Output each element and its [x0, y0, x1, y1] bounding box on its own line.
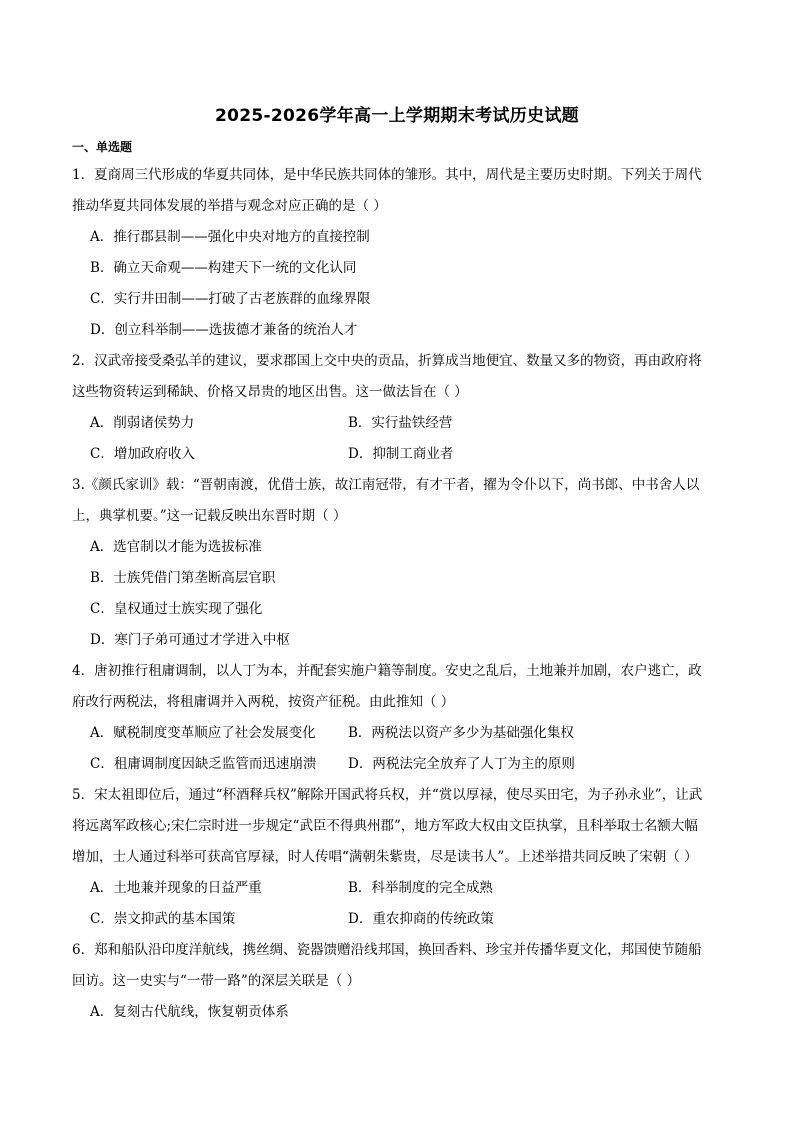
stem-line: 6．郑和船队沿印度洋航线，携丝绸、瓷器馈赠沿线邦国，换回香料、珍宝并传播华夏文化，邦国使节随船	[72, 942, 702, 958]
question-2-stem	[72, 346, 724, 408]
option-c: C．增加政府收入	[90, 446, 195, 462]
question-3-stem	[72, 470, 724, 532]
option-d: D．创立科举制——选拔德才兼备的统治人才	[90, 322, 358, 338]
option-b: B．确立天命观——构建天下一统的文化认同	[90, 260, 357, 276]
questions-container	[72, 160, 724, 1028]
options-grid	[72, 718, 724, 780]
option-b: B．实行盐铁经营	[348, 415, 453, 431]
options-grid	[72, 873, 724, 935]
question-5-stem	[72, 780, 724, 873]
question-6-stem	[72, 935, 724, 997]
option-c: C．实行井田制——打破了古老族群的血缘界限	[90, 291, 371, 307]
options-grid	[72, 408, 724, 470]
stem-line: 1．夏商周三代形成的华夏共同体，是中华民族共同体的雏形。其中，周代是主要历史时期。下列关于周代	[72, 167, 702, 183]
stem-line: 上，典掌机要。”这一记载反映出东晋时期（ ）	[72, 508, 347, 524]
option-d: D．寒门子弟可通过才学进入中枢	[90, 632, 290, 648]
stem-line: 府改行两税法，将租庸调并入两税，按资产征税。由此推知（ ）	[72, 694, 455, 710]
stem-line: 推动华夏共同体发展的举措与观念对应正确的是（ ）	[72, 198, 387, 214]
question-3	[72, 470, 724, 656]
option-c: C．租庸调制度因缺乏监管而迅速崩溃	[90, 756, 317, 772]
option-a: A．赋税制度变革顺应了社会发展变化	[90, 725, 316, 741]
question-4-stem	[72, 656, 724, 718]
question-5	[72, 780, 724, 935]
option-c: C．崇文抑武的基本国策	[90, 911, 236, 927]
option-b: B．士族凭借门第垄断高层官职	[90, 570, 276, 586]
section-heading: 一、单选题	[72, 140, 133, 154]
stem-line: 2．汉武帝接受桑弘羊的建议，要求郡国上交中央的贡品，折算成当地便宜、数量又多的物资，再由政府将	[72, 353, 702, 369]
question-1-stem	[72, 160, 724, 222]
option-a: A．削弱诸侯势力	[90, 415, 195, 431]
question-4	[72, 656, 724, 780]
option-b: B．科举制度的完全成熟	[348, 880, 493, 896]
stem-line: 将远离军政核心;宋仁宗时进一步规定“武臣不得典州郡”，地方军政大权由文臣执掌，且科举取士名额大幅	[72, 818, 698, 834]
option-a: A．复刻古代航线，恢复朝贡体系	[90, 1004, 289, 1020]
stem-line: 4．唐初推行租庸调制，以人丁为本，并配套实施户籍等制度。安史之乱后，土地兼并加剧，农户逃亡，政	[72, 663, 702, 679]
option-a: A．推行郡县制——强化中央对地方的直接控制	[90, 229, 370, 245]
stem-line: 3.《颜氏家训》载：“晋朝南渡，优借士族，故江南冠带，有才干者，擢为令仆以下，尚书郎、中书舍人以	[72, 477, 700, 493]
option-b: B．两税法以资产多少为基础强化集权	[348, 725, 574, 741]
stem-line: 5．宋太祖即位后，通过“杯酒释兵权”解除开国武将兵权，并“赏以厚禄，使尽买田宅，为子孙永业”，让武	[72, 787, 703, 803]
option-d: D．重农抑商的传统政策	[348, 911, 494, 927]
question-6	[72, 935, 724, 1028]
question-2	[72, 346, 724, 470]
option-d: D．两税法完全放弃了人丁为主的原则	[348, 756, 575, 772]
option-a: A．选官制以才能为选拔标准	[90, 539, 262, 555]
stem-line: 增加，士人通过科举可获高官厚禄，时人传唱“满朝朱紫贵，尽是读书人”。上述举措共同反映了宋朝（ ）	[72, 849, 698, 865]
exam-title: 2025-2026学年高一上学期期末考试历史试题	[215, 106, 579, 126]
question-1	[72, 160, 724, 346]
option-d: D．抑制工商业者	[348, 446, 454, 462]
stem-line: 回访。这一史实与“一带一路”的深层关联是（ ）	[72, 973, 361, 989]
option-a: A．土地兼并现象的日益严重	[90, 880, 262, 896]
option-c: C．皇权通过士族实现了强化	[90, 601, 263, 617]
stem-line: 这些物资转运到稀缺、价格又昂贵的地区出售。这一做法旨在（ ）	[72, 384, 468, 400]
